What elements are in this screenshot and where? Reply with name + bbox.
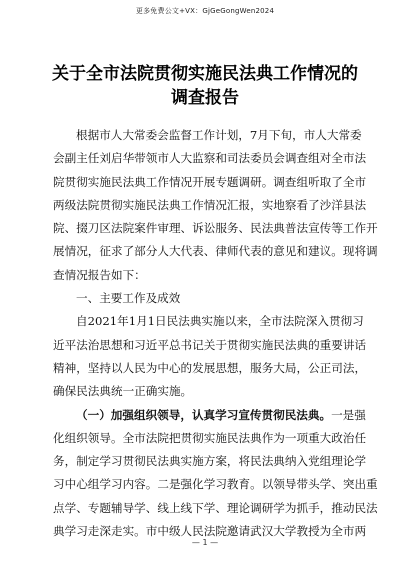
- paragraph-line: 务，制定学习贯彻民法典实施方案，将民法典纳入党组理论学: [53, 454, 367, 469]
- paragraph-line: 点学、专题辅导学、线上线下学、理论调研学为抓手，推动民法: [53, 500, 378, 515]
- paragraph-line: 院、掇刀区法院案件审理、诉讼服务、民法典普法宣传等工作开: [53, 221, 378, 236]
- section-heading: 一、主要工作及成效: [76, 291, 181, 306]
- subsection-tail: 一是强: [331, 407, 366, 422]
- title-line-1: 关于全市法院贯彻实施民法典工作情况的: [52, 64, 358, 84]
- subsection-heading: （一）加强组织领导，认真学习宣传贯彻民法典。: [76, 407, 332, 422]
- paragraph-line: 展情况，征求了部分人大代表、律师代表的意见和建议。现将调: [53, 244, 378, 259]
- paragraph-line: 确保民法典统一正确实施。: [53, 384, 193, 399]
- paragraph-line: 会副主任刘启华带领市人大监察和司法委员会调查组对全市法: [53, 151, 367, 166]
- paragraph-line: 精神，坚持以人民为中心的发展思想，服务大局，公正司法，: [53, 360, 367, 375]
- paragraph-line: 化组织领导。全市法院把贯彻实施民法典作为一项重大政治任: [53, 430, 367, 445]
- paragraph-line: 自2021年1月1日民法典实施以来，全市法院深入贯彻习: [76, 314, 364, 329]
- paragraph-line: 院贯彻实施民法典工作情况开展专题调研。调查组听取了全市: [53, 174, 367, 189]
- title-line-2: 调查报告: [171, 88, 239, 108]
- page-number: — 1 —: [191, 538, 219, 547]
- header-note: 更多免费公文+VX：GjGeGongWen2024: [135, 7, 275, 15]
- document-body: [53, 124, 378, 543]
- paragraph-line: 两级法院贯彻实施民法典工作情况汇报，实地察看了沙洋县法: [53, 197, 367, 212]
- paragraph-line: 习中心组学习内容。二是强化学习教育。以领导带头学、突出重: [53, 477, 378, 492]
- document-title: [40, 62, 370, 110]
- paragraph-line: 典学习走深走实。市中级人民法院邀请武汉大学教授为全市两: [53, 524, 367, 539]
- subsection-line: [53, 404, 366, 427]
- paragraph-line: 近平法治思想和习近平总书记关于贯彻实施民法典的重要讲话: [53, 337, 367, 352]
- paragraph-line: 查情况报告如下：: [53, 267, 146, 282]
- paragraph-line: 根据市人大常委会监督工作计划，7月下旬，市人大常委: [76, 128, 362, 142]
